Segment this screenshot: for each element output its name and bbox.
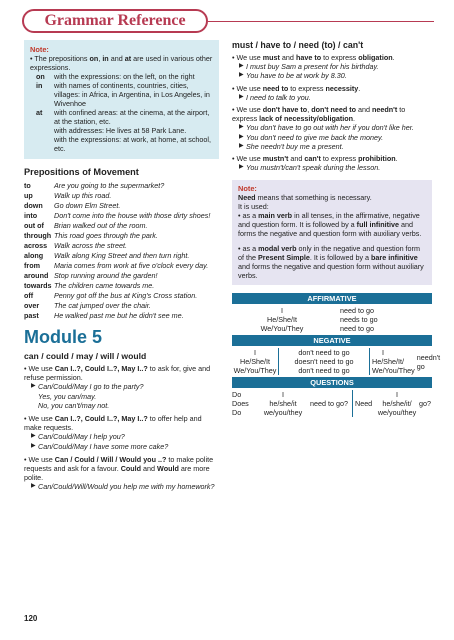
- note-line: Need means that something is necessary.: [238, 193, 372, 203]
- preposition: down: [24, 201, 43, 210]
- note-line: • as a modal verb only in the negative and question form of the Present Simple. It is followed by a bare infinitive and forms the negative and question form without auxiliary verbs.: [238, 244, 424, 281]
- module-rule-1: • We use Can I..?, Could I..?, May I..? to ask for, give and refuse permission.: [24, 364, 211, 383]
- preposition: from: [24, 261, 40, 270]
- arrow-icon: ▶: [239, 164, 244, 171]
- example-sentence: He walked past me but he didn't see me.: [54, 311, 184, 320]
- example-sentence: Are you going to the supermarket?: [54, 181, 165, 190]
- left-column: [24, 40, 219, 492]
- example: ▶ She needn't buy me a present.: [239, 141, 344, 151]
- movement-row: [24, 191, 219, 201]
- example: ▶ Can/Could/May I help you?: [31, 432, 125, 442]
- example-sentence: Don't come into the house with those dirty shoes!: [54, 211, 211, 220]
- arrow-icon: ▶: [239, 142, 244, 149]
- preposition: along: [24, 251, 44, 260]
- movement-row: [24, 241, 219, 251]
- negative-bar: NEGATIVE: [232, 335, 432, 346]
- preposition: to: [24, 181, 31, 190]
- example: ▶ You don't have to go out with her if you don't like her.: [239, 123, 414, 133]
- example: ▶ Can/Could/Will/Would you help me with my homework?: [31, 482, 215, 492]
- example: ▶ You don't need to give me back the money.: [239, 132, 384, 142]
- movement-row: [24, 301, 219, 311]
- rule-necessity: • We use need to to express necessity.: [232, 83, 361, 93]
- preposition: past: [24, 311, 39, 320]
- note-row: on with the expressions: on the left, on the right: [36, 72, 195, 81]
- movement-row: [24, 211, 219, 221]
- example: ▶ Can/Could/May I have some more cake?: [31, 441, 169, 451]
- example: No, you can't/may not.: [38, 400, 110, 410]
- example-sentence: Maria comes from work at five o'clock every day.: [54, 261, 209, 270]
- example-sentence: Go down Elm Street.: [54, 201, 121, 210]
- movement-row: [24, 181, 219, 191]
- preposition: over: [24, 301, 40, 310]
- need-note: [232, 180, 432, 285]
- arrow-icon: ▶: [31, 483, 36, 490]
- page-title: Grammar Reference: [22, 9, 208, 33]
- rule-lack-of-necessity: • We use don't have to, don't need to and needn't to express lack of necessity/obligation.: [232, 105, 406, 124]
- note-line: • as a main verb in all tenses, in the affirmative, negative and question form. It is followed by a full infinitive and forms the negative and question form with auxiliary verbs.: [238, 211, 422, 239]
- example-sentence: The children came towards me.: [54, 281, 155, 290]
- movement-row: [24, 221, 219, 231]
- example: ▶ Can/Could/May I go to the party?: [31, 382, 144, 392]
- movement-row: [24, 311, 219, 321]
- arrow-icon: ▶: [31, 433, 36, 440]
- example-sentence: The cat jumped over the chair.: [54, 301, 151, 310]
- preposition: up: [24, 191, 33, 200]
- note-intro: [30, 54, 213, 72]
- note-row: with addresses: He lives at 58 Park Lane.: [54, 126, 187, 135]
- example: Yes, you can/may.: [38, 391, 97, 401]
- rule-obligation: • We use must and have to to express obligation.: [232, 53, 395, 62]
- preposition: around: [24, 271, 49, 280]
- movement-table: [24, 181, 219, 321]
- prepositions-note: [24, 40, 219, 159]
- module-rule-2: • We use Can I..?, Could I..?, May I..? to offer help and make requests.: [24, 414, 202, 433]
- example: ▶ You have to be at work by 8.30.: [239, 71, 347, 81]
- note-intro-text: • The prepositions on, in and at are used in various other expressions.: [30, 54, 213, 72]
- need-table: [232, 293, 441, 419]
- arrow-icon: ▶: [239, 72, 244, 79]
- example-sentence: Brian walked out of the room.: [54, 221, 148, 230]
- movement-row: [24, 291, 219, 301]
- module-subtitle: can / could / may / will / would: [24, 351, 147, 361]
- questions-bar: QUESTIONS: [232, 377, 432, 388]
- example-sentence: Walk along King Street and then turn right.: [54, 251, 190, 260]
- movement-row: [24, 231, 219, 241]
- example-sentence: Penny got off the bus at King's Cross station.: [54, 291, 198, 300]
- example-sentence: Stop running around the garden!: [54, 271, 158, 280]
- arrow-icon: ▶: [31, 383, 36, 390]
- example: ▶ I must buy Sam a present for his birthday.: [239, 62, 379, 72]
- rule-prohibition: • We use mustn't and can't to express prohibition.: [232, 154, 398, 164]
- preposition: through: [24, 231, 52, 240]
- arrow-icon: ▶: [31, 442, 36, 449]
- preposition: across: [24, 241, 48, 250]
- affirmative-grid: I need to go He/She/It needs to go We/You/They need to go: [260, 306, 378, 334]
- right-column: [232, 40, 441, 419]
- movement-row: [24, 251, 219, 261]
- right-heading: must / have to / need (to) / can't: [232, 40, 364, 50]
- movement-heading: Prepositions of Movement: [24, 167, 139, 177]
- note-title: Note:: [30, 45, 49, 54]
- arrow-icon: ▶: [239, 124, 244, 131]
- example: ▶ You mustn't/can't speak during the lesson.: [239, 163, 381, 173]
- module-rule-3: • We use Can / Could / Will / Would you ..? to make polite requests and ask for a favour. Could and Would are more polite.: [24, 454, 214, 483]
- preposition: towards: [24, 281, 52, 290]
- note-row: in with names of continents, countries, cities, villages: in Africa, in Argentina, in Los Angeles, in Wivenhoe: [36, 81, 210, 108]
- page-number: 120: [24, 614, 38, 623]
- preposition: into: [24, 211, 38, 220]
- arrow-icon: ▶: [239, 133, 244, 140]
- movement-row: [24, 281, 219, 291]
- questions-grid: Do I Does he/she/it need to go? Do we/you/they I Need he/she/it/ go? we/you/they: [232, 390, 431, 418]
- module-title: Module 5: [24, 327, 103, 347]
- example-sentence: Walk across the street.: [54, 241, 127, 250]
- movement-row: [24, 201, 219, 211]
- movement-row: [24, 271, 219, 281]
- note-row: at with confined areas: at the cinema, at the airport, at the station, etc.: [36, 108, 210, 126]
- negative-grid: I He/She/It We/You/They don't need to go doesn't need to go don't need to go I He/She/It/ We/You/They needn't go: [233, 348, 441, 376]
- example-sentence: Walk up this road.: [54, 191, 112, 200]
- movement-row: [24, 261, 219, 271]
- arrow-icon: ▶: [239, 93, 244, 100]
- note-row: with the expressions: at work, at home, at school, etc.: [54, 135, 212, 153]
- preposition: out of: [24, 221, 44, 230]
- header-rule: [208, 21, 434, 22]
- note-title: Note:: [238, 184, 257, 194]
- preposition: off: [24, 291, 34, 300]
- arrow-icon: ▶: [239, 63, 244, 70]
- affirmative-bar: AFFIRMATIVE: [232, 293, 432, 304]
- note-line: It is used:: [238, 202, 269, 212]
- example-sentence: This road goes through the park.: [54, 231, 158, 240]
- example: ▶ I need to talk to you.: [239, 92, 311, 102]
